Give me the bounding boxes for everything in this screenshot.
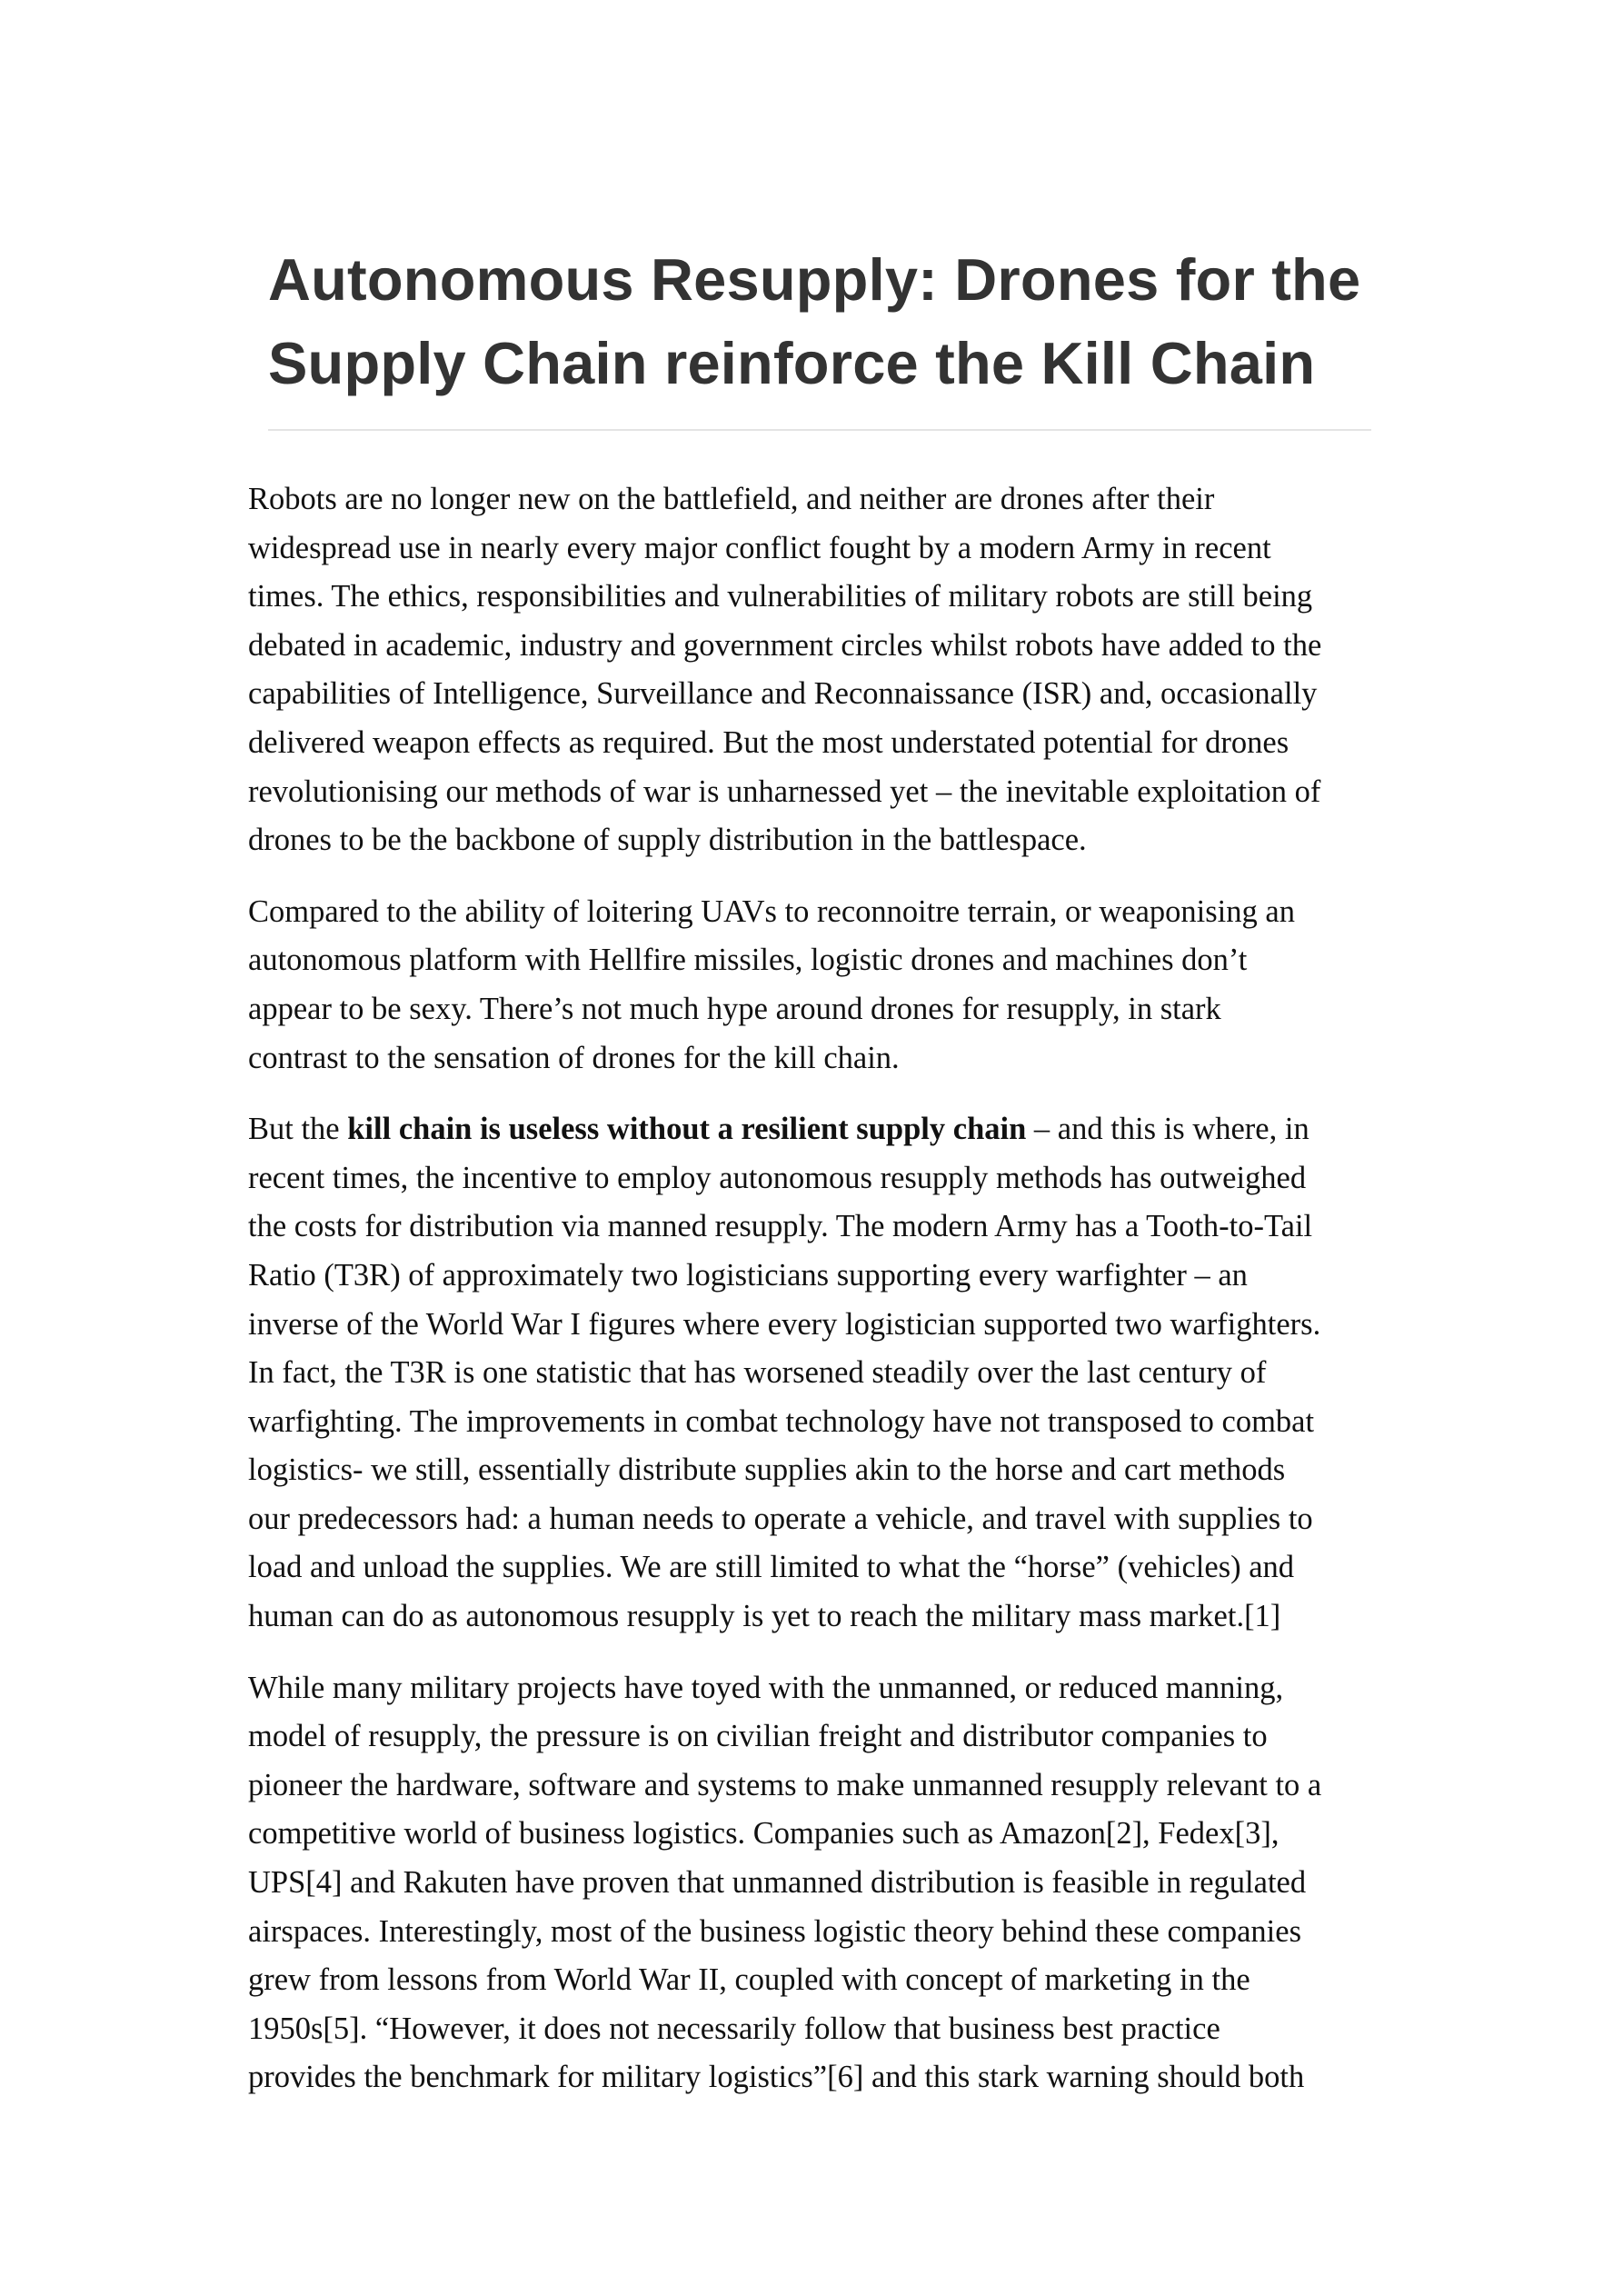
- article-title-line: Supply Chain reinforce the Kill Chain: [268, 330, 1316, 396]
- text-line: autonomous platform with Hellfire missiles, logistic drones and machines don’t: [248, 943, 1248, 978]
- text-line: Compared to the ability of loitering UAVs to reconnoitre terrain, or weaponising an: [248, 893, 1295, 929]
- text-run: – and this is where, in: [1026, 1112, 1309, 1147]
- text-line: model of resupply, the pressure is on civilian freight and distributor companies to: [248, 1719, 1268, 1754]
- paragraph-2: [248, 888, 1395, 1083]
- text-line: 1950s[5]. “However, it does not necessarily follow that business best practice: [248, 2011, 1220, 2046]
- text-line: the costs for distribution via manned resupply. The modern Army has a Tooth-to-Tail: [248, 1209, 1313, 1244]
- article-title: [268, 238, 1371, 405]
- text-line: recent times, the incentive to employ autonomous resupply methods has outweighed: [248, 1160, 1307, 1195]
- bold-emphasis: kill chain is useless without a resilient supply chain: [347, 1112, 1027, 1147]
- text-line: widespread use in nearly every major conflict fought by a modern Army in recent: [248, 530, 1271, 565]
- text-line: revolutionising our methods of war is unharnessed yet – the inevitable exploitation of: [248, 774, 1321, 809]
- title-divider: [268, 429, 1371, 431]
- text-line: human can do as autonomous resupply is yet to reach the military mass market.[1]: [248, 1599, 1281, 1634]
- paragraph-1: [248, 475, 1395, 865]
- text-line: While many military projects have toyed with the unmanned, or reduced manning,: [248, 1670, 1284, 1705]
- article-body: [248, 475, 1395, 2125]
- text-line: pioneer the hardware, software and systems to make unmanned resupply relevant to a: [248, 1767, 1322, 1802]
- text-line: load and unload the supplies. We are still limited to what the “horse” (vehicles) and: [248, 1550, 1295, 1585]
- text-line: [248, 1105, 1395, 1154]
- article-title-line: Autonomous Resupply: Drones for the: [268, 246, 1361, 313]
- text-line: UPS[4] and Rakuten have proven that unmanned distribution is feasible in regulated: [248, 1865, 1307, 1901]
- text-line: appear to be sexy. There’s not much hype around drones for resupply, in stark: [248, 991, 1221, 1026]
- text-line: drones to be the backbone of supply distribution in the battlespace.: [248, 823, 1087, 858]
- text-line: Robots are no longer new on the battlefield, and neither are drones after their: [248, 482, 1215, 516]
- text-line: debated in academic, industry and government circles whilst robots have added to the: [248, 627, 1322, 663]
- text-line: warfighting. The improvements in combat technology have not transposed to combat: [248, 1403, 1315, 1439]
- text-line: contrast to the sensation of drones for the kill chain.: [248, 1040, 900, 1075]
- text-line: airspaces. Interestingly, most of the business logistic theory behind these companies: [248, 1913, 1302, 1949]
- text-line: logistics- we still, essentially distribute supplies akin to the horse and cart methods: [248, 1452, 1286, 1488]
- text-line: Ratio (T3R) of approximately two logisticians supporting every warfighter – an: [248, 1257, 1248, 1293]
- text-line: In fact, the T3R is one statistic that has worsened steadily over the last century of: [248, 1355, 1267, 1391]
- paragraph-4: [248, 1664, 1395, 2102]
- article-title-block: [268, 238, 1371, 405]
- text-line: inverse of the World War I figures where every logistician supported two warfighters.: [248, 1306, 1321, 1342]
- paragraph-3: [248, 1105, 1395, 1642]
- text-line: our predecessors had: a human needs to operate a vehicle, and travel with supplies to: [248, 1501, 1313, 1536]
- text-run: But the: [248, 1112, 348, 1147]
- text-line: times. The ethics, responsibilities and vulnerabilities of military robots are still being: [248, 579, 1313, 614]
- text-line: grew from lessons from World War II, coupled with concept of marketing in the: [248, 1962, 1250, 1998]
- text-line: capabilities of Intelligence, Surveillance and Reconnaissance (ISR) and, occasionally: [248, 676, 1318, 712]
- text-line: delivered weapon effects as required. But the most understated potential for drones: [248, 724, 1289, 760]
- text-line: competitive world of business logistics. Companies such as Amazon[2], Fedex[3],: [248, 1816, 1279, 1852]
- text-line: provides the benchmark for military logistics”[6] and this stark warning should both: [248, 2060, 1305, 2095]
